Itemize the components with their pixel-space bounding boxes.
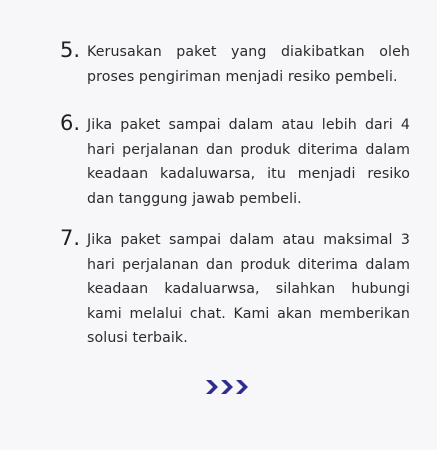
list-number: 5. xyxy=(60,38,81,62)
list-text: Jika paket sampai dalam atau lebih dari 4 hari perjalanan dan produk diterima dalam keadaan kadaluwarsa, itu menjadi resiko dan tanggung jawab pembeli. xyxy=(87,117,410,207)
list-text: Jika paket sampai dalam atau maksimal 3 hari perjalanan dan produk diterima dalam keadaan kadaluarwsa, silahkan hubungi kami melalui chat. Kami akan memberikan solusi terbaik. xyxy=(87,232,410,346)
list-number: 6. xyxy=(60,111,81,135)
triple-chevron-right-icon xyxy=(206,378,252,396)
list-text: Kerusakan paket yang diakibatkan oleh proses pengiriman menjadi resiko pembeli. xyxy=(87,44,410,85)
list-number: 7. xyxy=(60,226,81,250)
